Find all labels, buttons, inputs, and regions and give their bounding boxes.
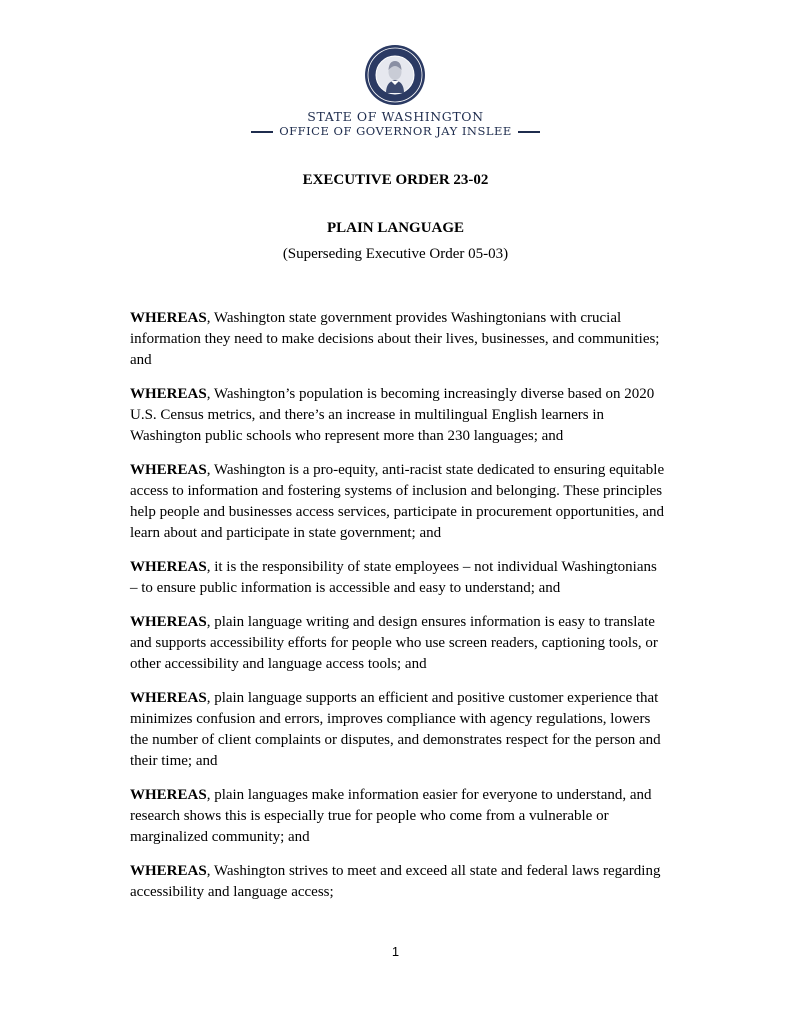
governor-office-text: OFFICE OF GOVERNOR JAY INSLEE [279,124,512,138]
whereas-text: , Washington is a pro-equity, anti-racist state dedicated to ensuring equitable access to information and fostering systems of inclusion and belonging. These principles help people and businesses access services, participate in procurement opportunities, and learn about and participate in state government; and [130,462,665,541]
supersedes-note: (Superseding Executive Order 05-03) [282,246,509,262]
whereas-paragraph [130,384,666,447]
whereas-lead: WHEREAS [130,310,207,326]
whereas-paragraph [130,460,666,544]
whereas-text: , plain languages make information easier for everyone to understand, and research shows this is especially true for people who come from a vulnerable or marginalized community; and [130,787,652,845]
order-subject: PLAIN LANGUAGE [326,220,465,236]
whereas-lead: WHEREAS [130,787,207,803]
governor-office-heading [0,124,791,138]
whereas-paragraph [130,688,666,772]
whereas-paragraph [130,612,666,675]
whereas-text: , Washington state government provides Washingtonians with crucial information they need to make decisions about their lives, businesses, and communities; and [130,310,660,368]
state-name-heading: STATE OF WASHINGTON [307,109,484,124]
whereas-text: , Washington’s population is becoming increasingly diverse based on 2020 U.S. Census metrics, and there’s an increase in multilingual English learners in Washington public schools who represent more than 230 languages; and [130,386,655,444]
left-divider [251,131,273,133]
whereas-paragraph [130,861,666,903]
whereas-text: , plain language writing and design ensures information is easy to translate and supports accessibility efforts for people who use screen readers, captioning tools, or other accessibility and language access tools; and [130,614,658,672]
whereas-lead: WHEREAS [130,863,207,879]
whereas-lead: WHEREAS [130,462,207,478]
state-seal-icon [364,44,426,106]
whereas-text: , Washington strives to meet and exceed all state and federal laws regarding accessibility and language access; [130,863,661,900]
whereas-paragraph [130,308,666,371]
right-divider [518,131,540,133]
whereas-lead: WHEREAS [130,614,207,630]
executive-order-title: EXECUTIVE ORDER 23-02 [302,172,489,188]
page-number: 1 [391,944,400,959]
whereas-text: , it is the responsibility of state employees – not individual Washingtonians – to ensure public information is accessible and easy to understand; and [130,559,657,596]
whereas-lead: WHEREAS [130,386,207,402]
whereas-paragraph [130,557,666,599]
whereas-clauses [130,308,666,916]
whereas-paragraph [130,785,666,848]
whereas-text: , plain language supports an efficient and positive customer experience that minimizes confusion and errors, improves compliance with agency regulations, lowers the number of client complaints or disputes, and demonstrates respect for the person and their time; and [130,690,661,769]
whereas-lead: WHEREAS [130,690,207,706]
whereas-lead: WHEREAS [130,559,207,575]
